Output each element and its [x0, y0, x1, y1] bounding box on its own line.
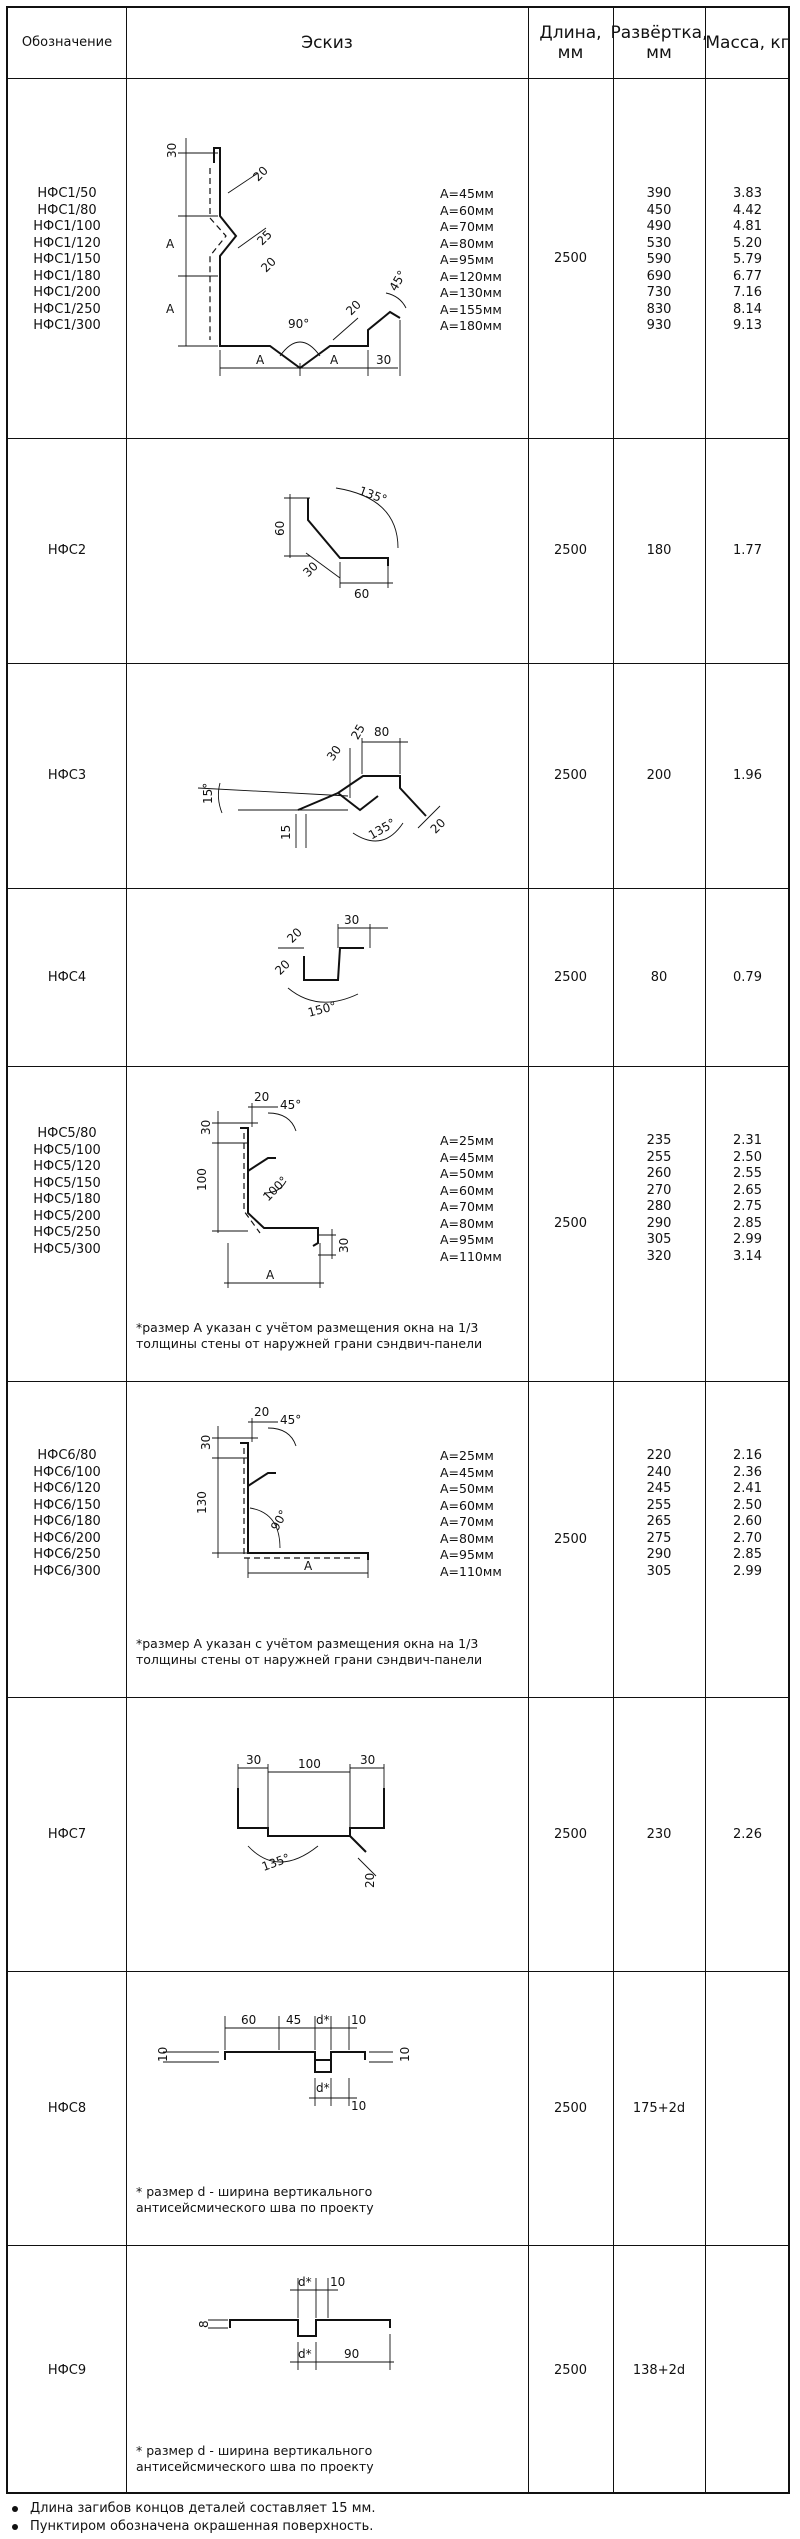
header-unfold: Развёртка, мм: [610, 23, 708, 63]
dim-label: 90: [344, 2347, 360, 2361]
sketch-nfs4: [258, 908, 418, 1048]
mass-cell: [705, 1971, 790, 2245]
footnote: Пунктиром обозначена окрашенная поверхность.: [12, 2518, 373, 2535]
designation: НФС8: [47, 2100, 87, 2116]
length-cell: 2500: [553, 2100, 588, 2116]
length-cell: 2500: [553, 1826, 588, 1842]
dim-label: 100°: [260, 1173, 291, 1204]
dim-label: 60: [354, 587, 370, 601]
dim-label: A: [256, 353, 265, 367]
mass-cell: 2.26: [733, 1826, 762, 1842]
length-cell: 2500: [553, 1531, 588, 1547]
a-value: A=155мм: [440, 301, 502, 317]
dim-label: 8: [197, 2320, 211, 2328]
unfold-values: 235 255 260 270 280 290 305 320: [646, 1133, 672, 1264]
dim-label: 45: [286, 2013, 302, 2027]
sketch-nfs6: [168, 1398, 428, 1608]
a-value: A=130мм: [440, 285, 502, 300]
sketch-nfs3: [178, 688, 468, 868]
sketch-nfs2: [228, 458, 428, 643]
a-value: A=70мм: [440, 219, 494, 234]
dim-label: 20: [254, 1090, 270, 1104]
dim-label: 135°: [356, 483, 389, 507]
dim-label: 20: [254, 1405, 270, 1419]
dim-label: 30: [376, 353, 392, 367]
sketch-nfs1: [138, 108, 438, 408]
dim-label: A: [304, 1559, 313, 1573]
header-designation: Обозначение: [21, 35, 113, 50]
mass-values: 3.83 4.42 4.81 5.20 5.79 6.77 7.16 8.14 9.13: [733, 186, 762, 333]
length-cell: 2500: [553, 543, 588, 558]
unfold-cell: 200: [646, 768, 672, 783]
unfold-cell: 138+2d: [632, 2363, 686, 2378]
unfold-values: 220 240 245 255 265 275 290 305: [646, 1448, 672, 1579]
a-value: A=180мм: [440, 318, 502, 333]
dim-label: 135°: [366, 815, 399, 843]
a-value: A=60мм: [440, 202, 494, 218]
dim-label: A: [266, 1268, 275, 1282]
mass-values: 2.31 2.50 2.55 2.65 2.75 2.85 2.99 3.14: [733, 1133, 762, 1264]
dim-label: 150°: [306, 998, 338, 1020]
designation: НФС3: [47, 768, 87, 783]
designation: НФС1/180: [33, 268, 101, 284]
row-divider: [8, 1066, 788, 1067]
dim-label: A: [166, 302, 175, 316]
dim-label: d*: [316, 2013, 330, 2027]
dim-label: 60: [273, 520, 287, 536]
unfold-values: 390 450 490 530 590 690 730 830 930: [646, 186, 672, 333]
row-nfs6-names: НФС6/80 НФС6/100 НФС6/120 НФС6/150 НФС6/180 НФС6/200 НФС6/250 НФС6/300: [33, 1448, 101, 1579]
dim-label: 45°: [280, 1098, 302, 1112]
dim-label: 20: [250, 163, 271, 185]
dim-label: 15: [279, 824, 293, 840]
mass-values: 2.16 2.36 2.41 2.50 2.60 2.70 2.85 2.99: [733, 1448, 762, 1579]
dim-label: 45°: [280, 1413, 302, 1427]
sketch-nfs9: [178, 2258, 438, 2398]
dim-label: 30: [300, 559, 321, 580]
designation: НФС1/100: [33, 219, 101, 234]
dim-label: 135°: [259, 1850, 292, 1874]
dim-label: 30: [199, 1434, 213, 1450]
a-value: A=95мм: [440, 252, 494, 267]
dim-label: d*: [298, 2347, 312, 2361]
dim-label: 100: [298, 1757, 321, 1771]
header-sketch: Эскиз: [301, 33, 353, 53]
dim-label: 30: [246, 1753, 262, 1767]
length-cell: 2500: [553, 969, 588, 985]
bullet-icon: [12, 2506, 18, 2512]
mass-cell: 0.79: [733, 969, 762, 985]
designation: НФС1/250: [33, 301, 101, 317]
dim-label: 10: [398, 2046, 412, 2062]
a-value: A=45мм: [440, 186, 494, 201]
unfold-cell: 80: [650, 969, 668, 985]
dim-label: 30: [199, 1119, 213, 1135]
designation: НФС1/150: [33, 252, 101, 267]
a-value: A=120мм: [440, 268, 502, 284]
dim-label: A: [166, 237, 175, 251]
designation: НФС4: [47, 969, 87, 985]
designation: НФС7: [47, 1826, 87, 1842]
dim-label: 10: [330, 2275, 346, 2289]
row-nfs6-a-values: A=25мм A=45мм A=50мм A=60мм A=70мм A=80мм A=95мм A=110мм: [440, 1448, 502, 1579]
designation: НФС1/80: [37, 202, 97, 218]
dim-label: 130: [195, 1491, 209, 1514]
dim-label: 80: [374, 725, 390, 739]
dim-label: 30: [323, 742, 345, 764]
header-length: Длина, мм: [539, 23, 602, 63]
row-nfs5-names: НФС5/80 НФС5/100 НФС5/120 НФС5/150 НФС5/180 НФС5/200 НФС5/250 НФС5/300: [33, 1126, 101, 1257]
row-nfs1-names: [8, 186, 126, 335]
dim-label: 30: [344, 913, 360, 927]
dim-label: 90°: [288, 317, 310, 331]
dim-label: 20: [363, 1872, 377, 1888]
dim-label: 10: [351, 2099, 367, 2113]
dim-label: 10: [156, 2046, 170, 2062]
mass-cell: 1.96: [733, 768, 762, 783]
specification-table: [6, 6, 790, 2494]
length-cell: 2500: [553, 1216, 588, 1231]
row-divider: [8, 1381, 788, 1382]
dim-label: 15°: [201, 782, 215, 804]
dim-label: 30: [165, 142, 179, 158]
dim-label: 25: [348, 721, 368, 742]
length-cell: 2500: [553, 250, 588, 266]
bullet-icon: [12, 2524, 18, 2530]
sketch-note: *размер A указан с учётом размещения окна на 1/3 толщины стены от наружней грани сэндвич-панели: [136, 1636, 483, 1667]
dim-label: 100: [195, 1168, 209, 1191]
column-divider: [126, 8, 127, 2492]
sketch-note: * размер d - ширина вертикального антисейсмического шва по проекту: [136, 2443, 374, 2474]
dim-label: d*: [316, 2081, 330, 2095]
sketch-nfs7: [208, 1748, 448, 1908]
dim-label: d*: [298, 2275, 312, 2289]
sketch-nfs5: [168, 1083, 428, 1303]
designation: НФС1/50: [37, 186, 97, 201]
dim-label: 20: [284, 925, 305, 946]
row-divider: [8, 78, 788, 79]
sketch-nfs8: [143, 1988, 443, 2138]
dim-label: 60: [241, 2013, 257, 2027]
header-mass: Масса, кг: [705, 33, 790, 53]
designation: НФС9: [47, 2363, 87, 2378]
dim-label: 10: [351, 2013, 367, 2027]
unfold-cell: 230: [646, 1826, 672, 1842]
unfold-cell: 175+2d: [632, 2100, 686, 2116]
row-nfs5-a-values: A=25мм A=45мм A=50мм A=60мм A=70мм A=80мм A=95мм A=110мм: [440, 1133, 502, 1264]
dim-label: 90°: [267, 1507, 291, 1533]
dim-label: 20: [427, 815, 449, 837]
unfold-cell: 180: [646, 543, 672, 558]
designation: НФС1/200: [33, 285, 101, 300]
dim-label: 45°: [386, 268, 410, 294]
dim-label: 25: [254, 227, 275, 249]
dim-label: A: [330, 353, 339, 367]
length-cell: 2500: [553, 2363, 588, 2378]
a-value: A=80мм: [440, 235, 494, 251]
sketch-note: *размер A указан с учётом размещения окна на 1/3 толщины стены от наружней грани сэндвич-панели: [136, 1320, 483, 1351]
dim-label: 20: [272, 957, 293, 978]
designation: НФС2: [47, 543, 87, 558]
dim-label: 30: [337, 1237, 351, 1253]
dim-label: 20: [258, 254, 279, 276]
designation: НФС1/120: [33, 235, 101, 251]
dim-label: 20: [343, 297, 364, 319]
footnote: Длина загибов концов деталей составляет 15 мм.: [12, 2500, 375, 2517]
mass-cell: [705, 2245, 790, 2496]
mass-cell: 1.77: [733, 543, 762, 558]
dim-label: 30: [360, 1753, 376, 1767]
sketch-note: * размер d - ширина вертикального антисейсмического шва по проекту: [136, 2184, 374, 2215]
designation: НФС1/300: [33, 318, 101, 333]
length-cell: 2500: [553, 768, 588, 783]
row-nfs1-a-values: [440, 186, 502, 335]
